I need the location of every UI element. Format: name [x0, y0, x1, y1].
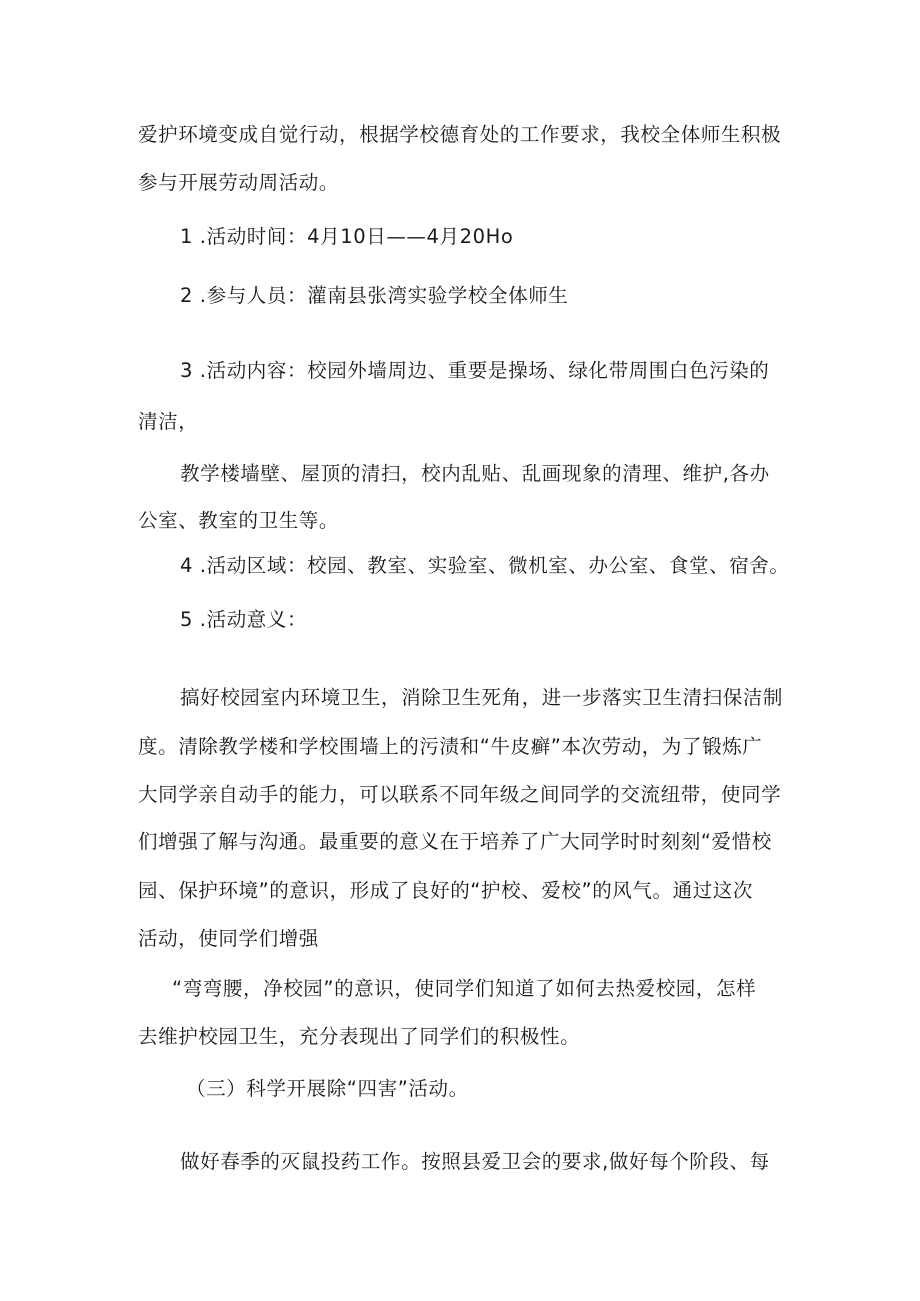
- paragraph-line: 搞好校园室内环境卫生，消除卫生死角，进一步落实卫生清扫保洁制: [180, 686, 784, 709]
- paragraph-line: 度。清除教学楼和学校围墙上的污渍和“牛皮癣”本次劳动，为了锻炼广: [138, 735, 763, 758]
- paragraph-line: 们增强了解与沟通。最重要的意义在于培养了广大同学时时刻刻“爱惜校: [138, 830, 772, 853]
- paragraph-line: 公室、教室的卫生等。: [138, 509, 340, 532]
- paragraph-line: 园、保护环境”的意识，形成了良好的“护校、爱校”的风气。通过这次: [138, 879, 754, 902]
- paragraph-line: 做好春季的灭鼠投药工作。按照县爱卫会的要求,做好每个阶段、每: [180, 1150, 770, 1173]
- paragraph-line: “弯弯腰，净校园”的意识，使同学们知道了如何去热爱校园，怎样: [172, 977, 757, 1000]
- paragraph-line: 参与开展劳动周活动。: [138, 171, 340, 194]
- paragraph-line: 教学楼墙壁、屋顶的清扫，校内乱贴、乱画现象的清理、维护,各办: [180, 462, 770, 485]
- list-item-activity-content: 3 .活动内容：校园外墙周边、重要是操场、绿化带周围白色污染的: [180, 359, 770, 382]
- paragraph-line: 大同学亲自动手的能力，可以联系不同年级之间同学的交流纽带，使同学: [138, 783, 782, 806]
- list-item-activity-area: 4 .活动区域：校园、教室、实验室、微机室、办公室、食堂、宿舍。: [180, 554, 790, 577]
- list-item-activity-meaning: 5 .活动意义：: [180, 608, 308, 631]
- paragraph-line: 爱护环境变成自觉行动，根据学校德育处的工作要求，我校全体师生积极: [138, 123, 782, 146]
- list-item-participants: 2 .参与人员：灌南县张湾实验学校全体师生: [180, 284, 569, 307]
- paragraph-line: 去维护校园卫生，充分表现出了同学们的积极性。: [138, 1025, 581, 1048]
- paragraph-line: 清洁，: [138, 410, 199, 433]
- section-heading: （三）科学开展除“四害”活动。: [186, 1077, 469, 1100]
- list-item-activity-time: 1 .活动时间：4月10日——4月20Ho: [180, 225, 514, 248]
- paragraph-line: 活动，使同学们增强: [138, 927, 319, 950]
